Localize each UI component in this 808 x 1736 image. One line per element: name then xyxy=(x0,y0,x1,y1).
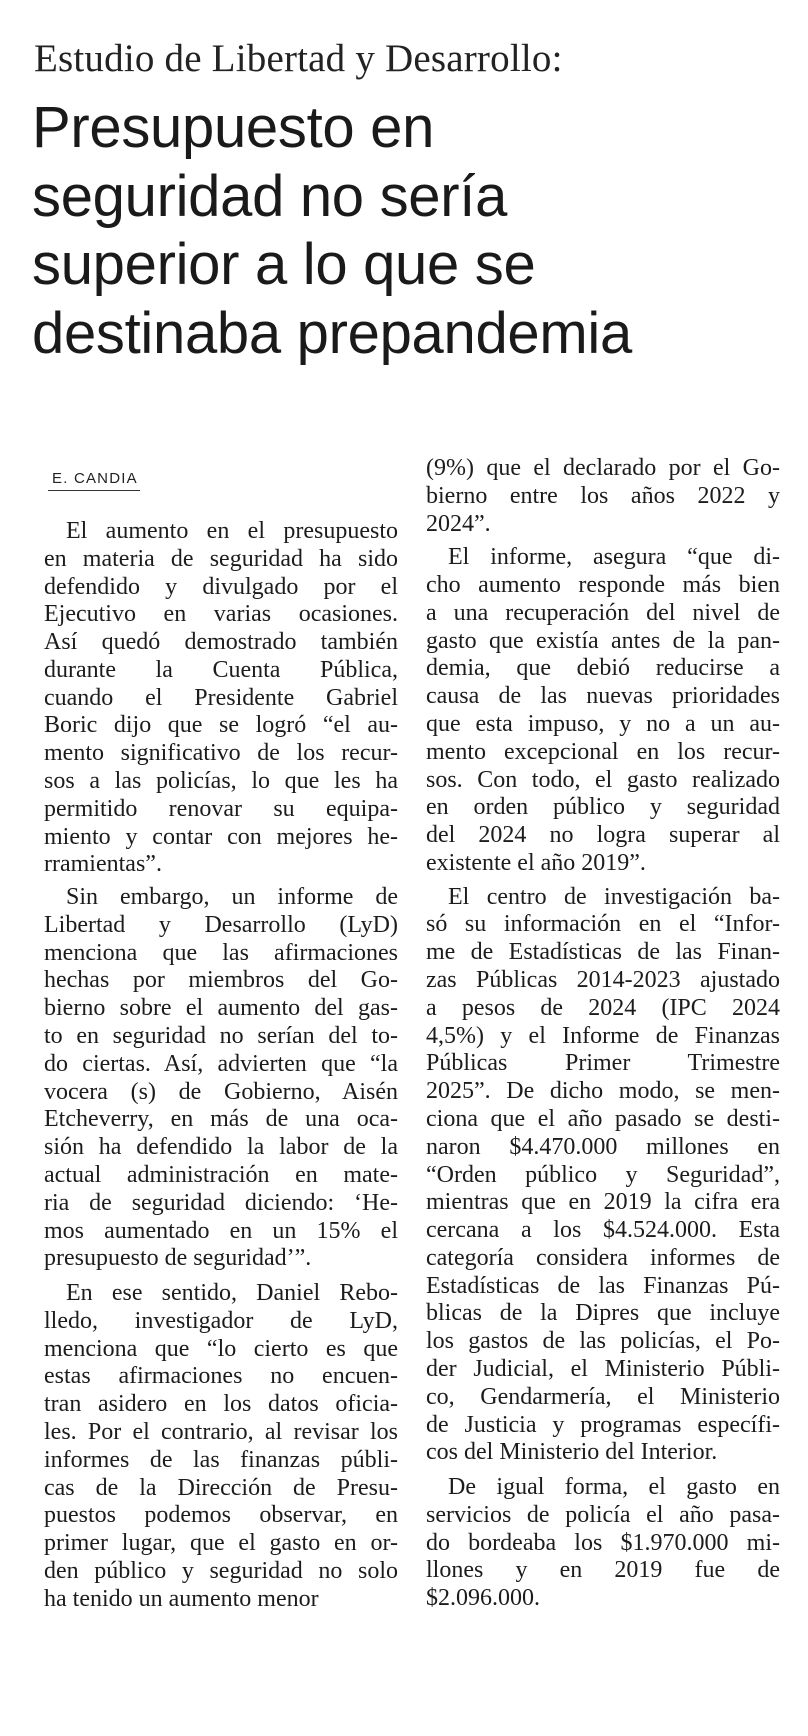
article-headline xyxy=(32,94,802,368)
body-text-line: En ese sentido, Daniel Rebo- xyxy=(66,1280,398,1307)
body-text-line: rramientas”. xyxy=(44,851,162,878)
body-text-line: defendido y divulgado por el xyxy=(44,573,398,600)
body-text-line: Boric dijo que se logró “el au- xyxy=(44,712,398,739)
headline-line: seguridad no sería xyxy=(32,163,508,229)
body-text-line: só su información en el “Infor- xyxy=(426,911,780,938)
headline-line: destinaba prepandemia xyxy=(32,300,632,366)
body-text-line: actual administración en mate- xyxy=(44,1161,398,1188)
body-text-line: estas afirmaciones no encuen- xyxy=(44,1363,398,1390)
body-text-line: do bordeaba los $1.970.000 mi- xyxy=(426,1529,780,1556)
body-text-line: puestos podemos observar, en xyxy=(44,1502,398,1529)
body-text-line: de Justicia y programas específi- xyxy=(426,1411,780,1438)
body-text-line: ria de seguridad diciendo: ‘He- xyxy=(44,1189,398,1216)
body-text-line: menciona que las afirmaciones xyxy=(44,939,398,966)
body-text-line: primer lugar, que el gasto en or- xyxy=(44,1530,398,1557)
body-text-line: lledo, investigador de LyD, xyxy=(44,1307,398,1334)
body-text-line: (9%) que el declarado por el Go- xyxy=(426,455,780,481)
body-text-line: Sin embargo, un informe de xyxy=(66,884,398,911)
article-kicker: Estudio de Libertad y Desarrollo: xyxy=(34,37,563,80)
body-text-line: gasto que existía antes de la pan- xyxy=(426,627,780,654)
body-text-line: El informe, asegura “que di- xyxy=(448,544,780,571)
body-text-line: existente el año 2019”. xyxy=(426,849,646,876)
headline-line: superior a lo que se xyxy=(32,232,536,297)
body-text-line: $2.096.000. xyxy=(426,1585,540,1612)
body-text-line: mento significativo de los recur- xyxy=(44,740,398,767)
body-text-line: El centro de investigación ba- xyxy=(448,883,780,910)
body-text-line: permitido renovar su equipa- xyxy=(44,795,398,822)
body-text-line: que esta impuso, y no a un au- xyxy=(426,711,780,738)
body-text-line: 4,5%) y el Informe de Finanzas xyxy=(426,1022,780,1049)
body-text-line: del 2024 no logra superar al xyxy=(426,822,780,849)
body-text-line: llones y en 2019 fue de xyxy=(426,1557,780,1584)
body-text-line: naron $4.470.000 millones en xyxy=(426,1133,780,1160)
body-text-line: a pesos de 2024 (IPC 2024 xyxy=(426,994,780,1021)
body-text-line: El aumento en el presupuesto xyxy=(66,518,398,544)
body-text-line: den público y seguridad no solo xyxy=(44,1557,398,1584)
body-text-line: zas Públicas 2014-2023 ajustado xyxy=(426,967,780,994)
body-text-line: co, Gendarmería, el Ministerio xyxy=(426,1383,780,1410)
body-text-line: tran asidero en los datos oficia- xyxy=(44,1391,398,1418)
body-text-line: sos. Con todo, el gasto realizado xyxy=(426,766,780,793)
body-text-line: en orden público y seguridad xyxy=(426,794,780,821)
body-text-line: informes de las finanzas públi- xyxy=(44,1446,398,1473)
body-text-line: Etcheverry, en más de una oca- xyxy=(44,1106,398,1133)
body-text-line: Así quedó demostrado también xyxy=(44,629,398,656)
body-text-line: sión ha defendido la labor de la xyxy=(44,1134,398,1161)
body-text-line: vocera (s) de Gobierno, Aisén xyxy=(44,1078,398,1105)
body-text-line: to en seguridad no serían del to- xyxy=(44,1023,398,1050)
body-text-line: ciona que el año pasado se desti- xyxy=(426,1105,780,1132)
body-text-line: durante la Cuenta Pública, xyxy=(44,656,398,683)
body-text-line: servicios de policía el año pasa- xyxy=(426,1501,780,1528)
body-text-line: les. Por el contrario, al revisar los xyxy=(44,1418,398,1445)
body-text-line: Ejecutivo en varias ocasiones. xyxy=(44,601,398,628)
body-text-line: menciona que “lo cierto es que xyxy=(44,1335,398,1362)
body-text-line: Públicas Primer Trimestre xyxy=(426,1050,780,1077)
body-text-line: 2024”. xyxy=(426,510,491,537)
body-text-line: a una recuperación del nivel de xyxy=(426,599,780,626)
body-text-line: demia, que debió reducirse a xyxy=(426,655,780,682)
body-text-line: sos a las policías, lo que les ha xyxy=(44,768,398,795)
body-text-line: De igual forma, el gasto en xyxy=(448,1474,780,1501)
body-text-line: causa de las nuevas prioridades xyxy=(426,683,780,710)
body-text-line: me de Estadísticas de las Finan- xyxy=(426,939,780,966)
body-text-line: mento excepcional en los recur- xyxy=(426,738,780,765)
body-text-line: miento y contar con mejores he- xyxy=(44,823,398,850)
body-text-line: hechas por miembros del Go- xyxy=(44,967,398,994)
body-text-line: do ciertas. Así, advierten que “la xyxy=(44,1050,398,1077)
body-text-line: cos del Ministerio del Interior. xyxy=(426,1439,718,1466)
body-text-line: “Orden público y Seguridad”, xyxy=(426,1161,780,1188)
body-text-line: categoría considera informes de xyxy=(426,1244,780,1271)
body-text-line: cuando el Presidente Gabriel xyxy=(44,684,398,711)
body-text-line: cas de la Dirección de Presu- xyxy=(44,1474,398,1501)
body-text-line: mientras que en 2019 la cifra era xyxy=(426,1189,780,1216)
body-text-line: en materia de seguridad ha sido xyxy=(44,545,398,572)
body-text-line: 2025”. De dicho modo, se men- xyxy=(426,1078,780,1105)
body-text-line: bierno entre los años 2022 y xyxy=(426,482,780,509)
author-byline: E. CANDIA xyxy=(48,470,140,491)
body-text-line: bierno sobre el aumento del gas- xyxy=(44,995,398,1022)
body-text-line: Estadísticas de las Finanzas Pú- xyxy=(426,1272,780,1299)
body-text-line: blicas de la Dipres que incluye xyxy=(426,1300,780,1327)
body-text-line: cercana a los $4.524.000. Esta xyxy=(426,1217,780,1244)
body-text-line: Libertad y Desarrollo (LyD) xyxy=(44,911,398,938)
body-text-line: der Judicial, el Ministerio Públi- xyxy=(426,1355,780,1382)
body-text-line: ha tenido un aumento menor xyxy=(44,1585,319,1612)
body-text-line: presupuesto de seguridad’”. xyxy=(44,1245,312,1272)
headline-line: Presupuesto en xyxy=(32,95,435,160)
body-text-line: los gastos de las policías, el Po- xyxy=(426,1328,780,1355)
body-text-line: cho aumento responde más bien xyxy=(426,572,780,599)
body-text-line: mos aumentado en un 15% el xyxy=(44,1217,398,1244)
